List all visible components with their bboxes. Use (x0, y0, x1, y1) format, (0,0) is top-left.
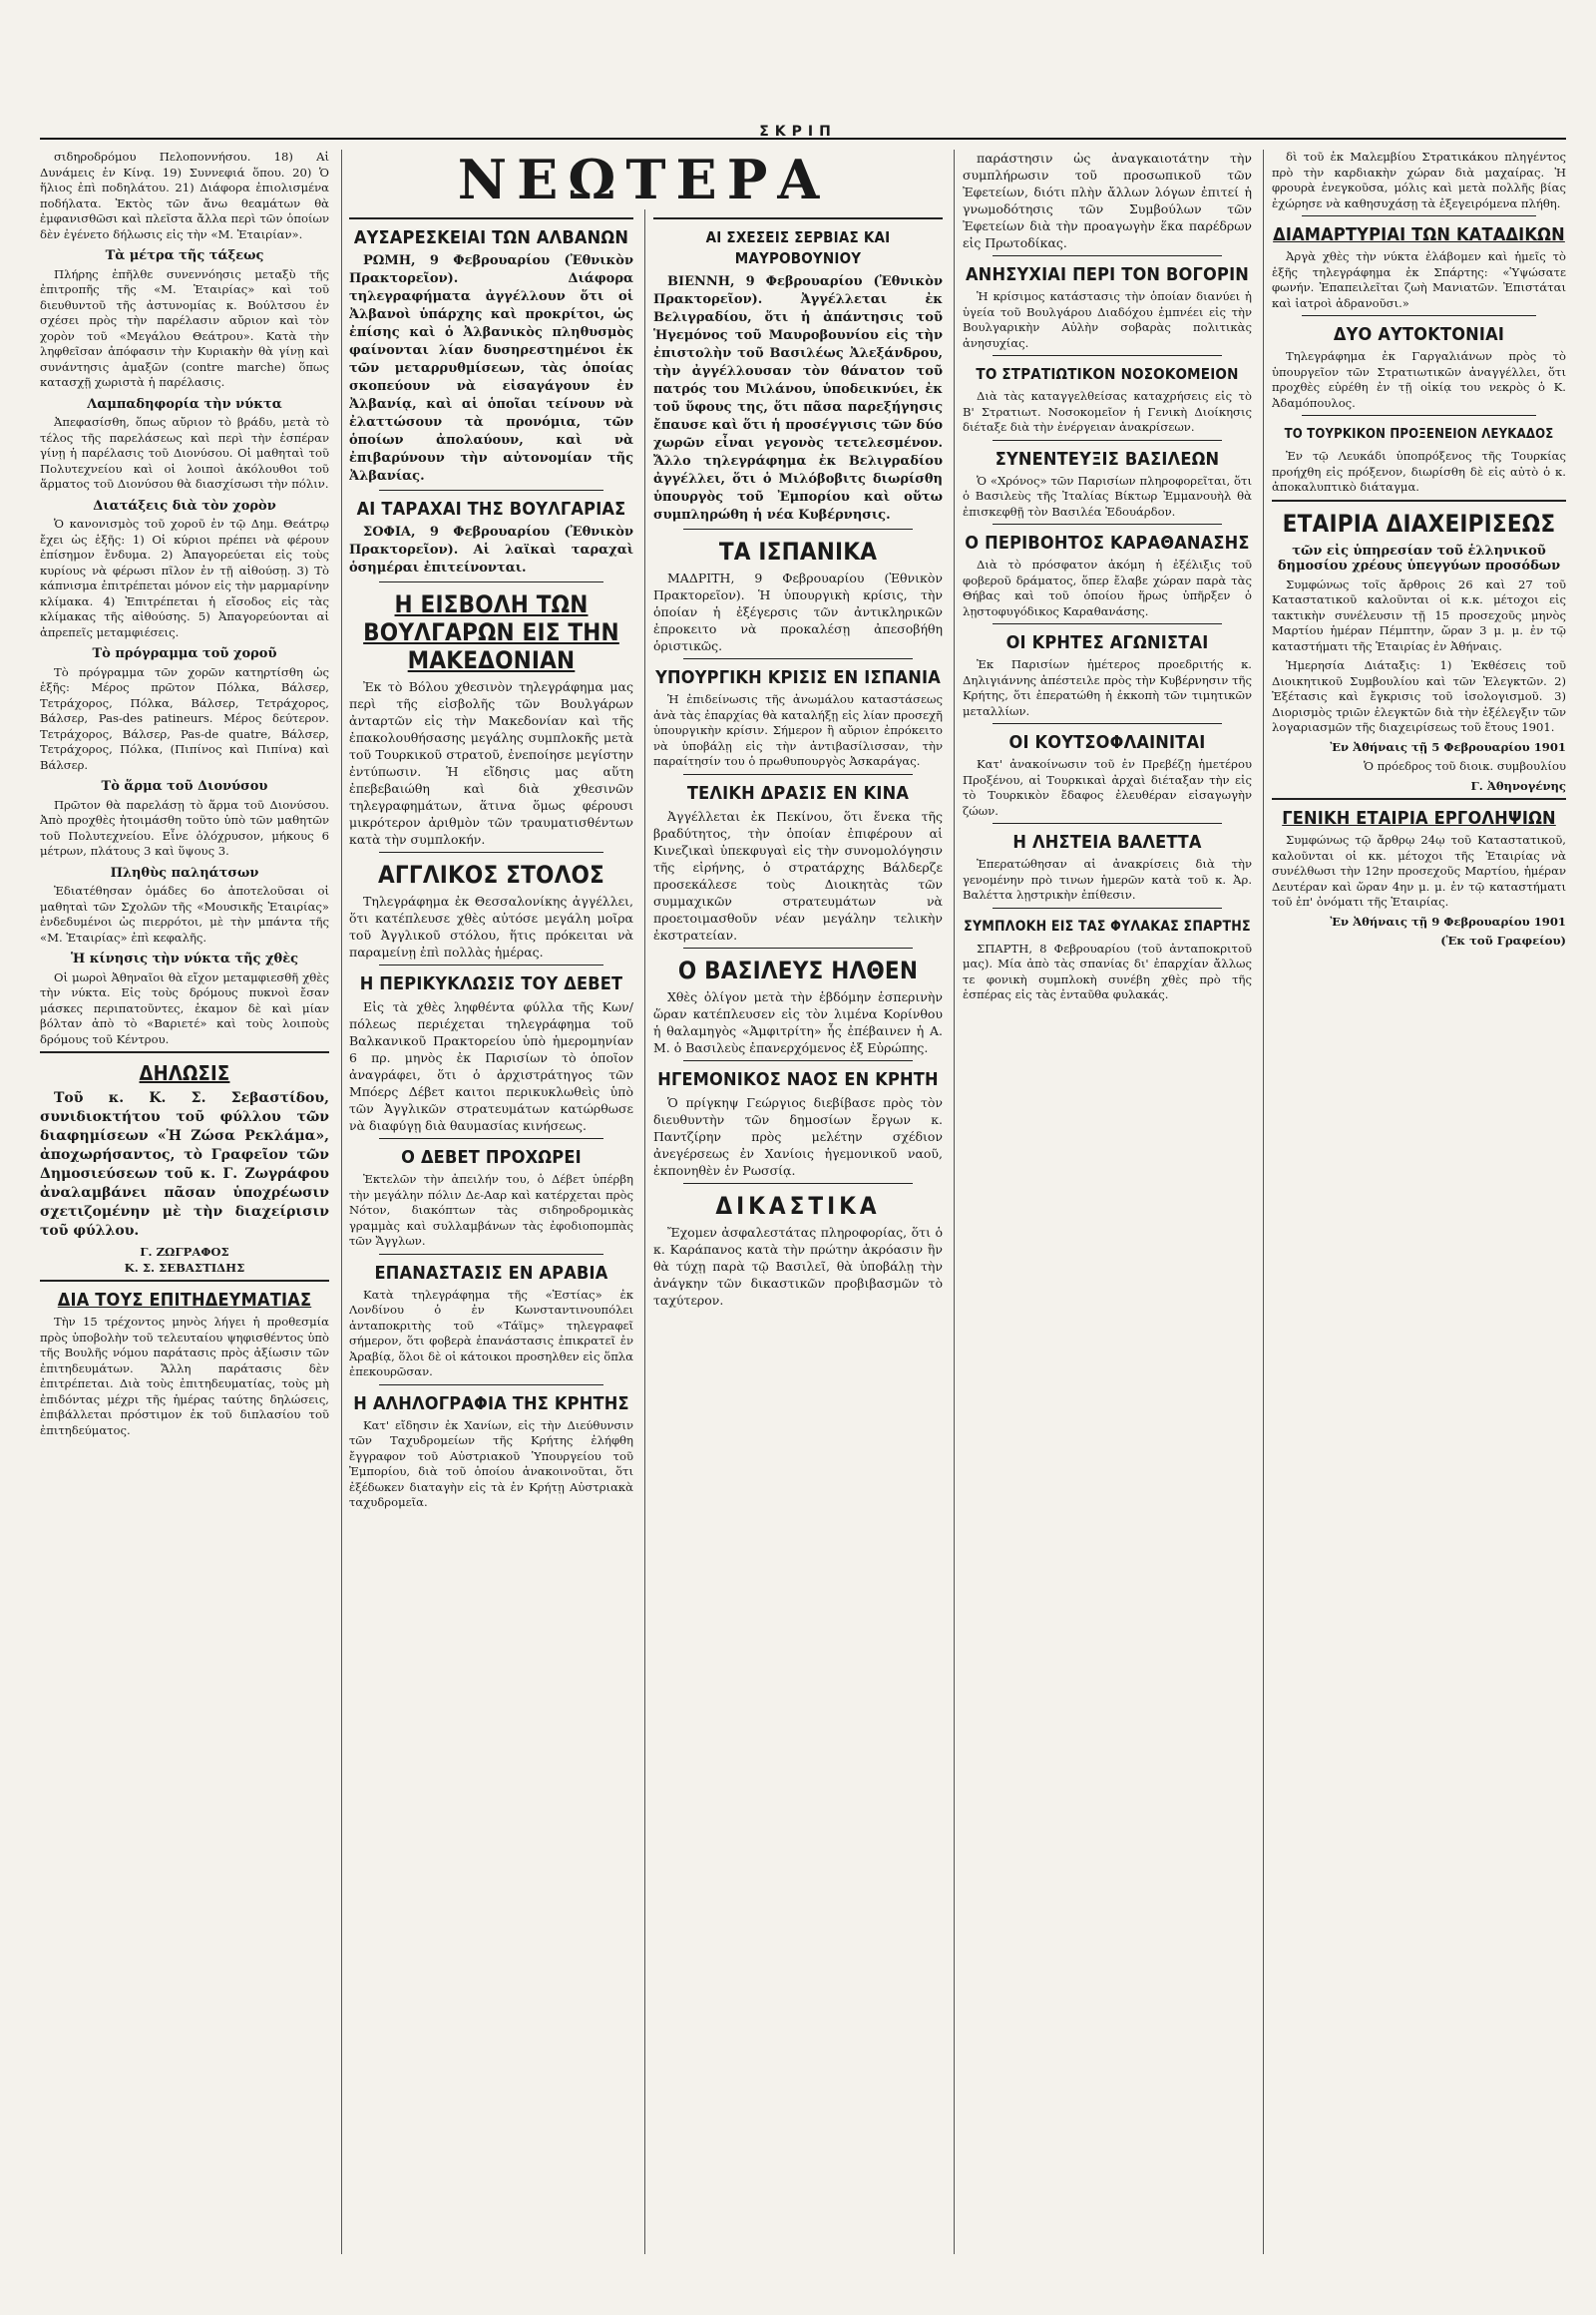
article-text: Ἐκτελῶν τὴν ἀπειλήν του, ὁ Δέβετ ὑπέρβη τὴν μεγάλην πόλιν Δε-Ααρ καὶ κατέρχεται πρὸς Νότον, διακόπτων τὰς σιδηροδρομικὰς γραμμὰς καὶ συλλαμβάνων τὰς ἐφοδιοπομπὰς τῶν Ἄγγλων. (349, 1172, 633, 1248)
article-heading: ΔΙΑΜΑΡΤΥΡΙΑΙ ΤΩΝ ΚΑΤΑΔΙΚΩΝ (1273, 224, 1565, 245)
article-text: Ἡ ἐπιδείνωσις τῆς ἀνωμάλου καταστάσεως ἀνὰ τὰς ἐπαρχίας θὰ καταλήξῃ εἰς λίαν προσεχῆ ὑπουργικὴν κρίσιν. Σήμερον ἢ αὔριον ἐπρόκειτο νὰ ὑποβάλῃ εἰς τὴν ἀντιβασίλισσαν, τὴν παραίτησίν του ὁ πρωθυπουργὸς Ἀσκαράγας. (653, 692, 943, 768)
divider (1302, 315, 1536, 316)
article-text: Ἡμερησία Διάταξις: 1) Ἐκθέσεις τοῦ Διοικητικοῦ Συμβουλίου καὶ τῶν Ἐλεγκτῶν. 2) Ἐξέτασις καὶ ἔγκρισις τοῦ ἰσολογισμοῦ. 3) Διορισμὸς τριῶν ἐλεγκτῶν διὰ τὴν ἐξέλεγξιν τῶν λογαριασμῶν τῆς διαχειρίσεως τοῦ ἔτους 1901. (1272, 658, 1566, 734)
divider (40, 1280, 329, 1282)
article-heading: ΥΠΟΥΡΓΙΚΗ ΚΡΙΣΙΣ ΕΝ ΙΣΠΑΝΙΑ (655, 667, 941, 688)
article-text: ΜΑΔΡΙΤΗ, 9 Φεβρουαρίου (Ἐθνικὸν Πρακτορεῖον). Ἡ ὑπουργικὴ κρίσις, τὴν ὁποίαν ἡ ἐξέγερσις τῶν ἀντικληρικῶν ἐπροκειτο νὰ προκαλέσῃ ἀπεσοβήθη ὁριστικῶς. (653, 571, 943, 653)
article-text: Ἐν τῷ Λευκάδι ὑποπρόξενος τῆς Τουρκίας προήχθη εἰς πρόξενον, διωρίσθη δὲ εἰς αὐτὸ ὁ κ. ἀποκαλυπτικὸ διάταγμα. (1272, 449, 1566, 494)
masthead: ΣΚΡΙΠ (759, 124, 837, 140)
article-text: Ἀγγέλλεται ἐκ Πεκίνου, ὅτι ἕνεκα τῆς βραδύτητος, τὴν ὁποίαν ἐπιφέρουν αἱ Κινεζικαὶ ὑπεκφυγαὶ εἰς τὴν συνομολόγησιν τῆς εἰρήνης, ὁ στρατάρχης Βάλδερζε προσεκάλεσε τοὺς Διοικητὰς τῶν συμμαχικῶν στρατευμάτων νὰ προετοιμασθοῦν νέαν μεγάλην τελικὴν ἐκστρατείαν. (653, 808, 943, 943)
article-text: Ἐκ τὸ Βόλου χθεσινὸν τηλεγράφημα μας περὶ τῆς εἰσβολῆς τῶν Βουλγάρων ἀνταρτῶν εἰς τὴν Μακεδονίαν καὶ τῆς ἐπακολουθήσασης μεγάλης συμπλοκῆς μετὰ τοῦ Τουρκικοῦ στρατοῦ, ἐνεποίησε μεγίστην ἐντύπωσιν. Ἡ εἴδησις μας αὕτη ἐπεβεβαιώθη καὶ διὰ χθεσινῶν τηλεγραφημάτων, ἅτινα ὅμως φέρουσι μικρότερον ἀριθμὸν τῶν τραυματισθέντων κατὰ τὴν συμπλοκήν. (349, 679, 633, 847)
article-text: παράστησιν ὡς ἀναγκαιοτάτην τὴν συμπλήρωσιν τοῦ προσωπικοῦ τῶν Ἐφετείων, διότι πλὴν ἄλλων λόγων ἐπιτεί ἡ γνωμοδότησις τῶν Συμβούλων τῶν Ἐφετείων διὰ τὴν προαγωγὴν ἕκα παρέδρων εἰς Πρωτοδίκας. (963, 151, 1252, 250)
article-heading: ΓΕΝΙΚΗ ΕΤΑΙΡΙΑ ΕΡΓΟΛΗΨΙΩΝ (1282, 808, 1556, 829)
column-1 (40, 150, 329, 2254)
divider (683, 948, 913, 949)
article-text: ΣΠΑΡΤΗ, 8 Φεβρουαρίου (τοῦ ἀνταποκριτοῦ μας). Μία ἀπὸ τὰς σπανίας δι' ἐπαρχίαν ἄλλως τε φονικὴ συμπλοκὴ συνέβη χθὲς πρὸ τῆς ἑσπέρας εἰς τὰς ἐνταῦθα φυλακάς. (963, 941, 1252, 1001)
article-heading: ΣΥΜΠΛΟΚΗ ΕΙΣ ΤΑΣ ΦΥΛΑΚΑΣ ΣΠΑΡΤΗΣ (964, 918, 1251, 935)
article-heading: ΔΙΑ ΤΟΥΣ ΕΠΙΤΗΔΕΥΜΑΤΙΑΣ (57, 1290, 312, 1311)
article-text: Χθὲς ὀλίγον μετὰ τὴν ἑβδόμην ἑσπερινὴν ὥραν κατέπλευσεν εἰς τὸν λιμένα Κορίνθου ἡ θαλαμηγὸς «Ἀμφιτρίτη» ἧς ἐπέβαινεν ἡ Α. Μ. ὁ Βασιλεὺς ἐπανερχόμενος ἐξ Εὐρώπης. (653, 988, 943, 1055)
article-text: Οἱ μωροὶ Ἀθηναῖοι θὰ εἴχον μεταμφιεσθῆ χθὲς τὴν νύκτα. Εἰς τοὺς δρόμους πυκνοὶ ἔσαν μάσκες περιπατοῦντες, ἐκαμον δὲ καὶ μίαν βόλταν ἀπὸ τὸ «Βαριετέ» καὶ τοὺς λοιποὺς δρόμους τοῦ Κέντρου. (40, 969, 329, 1046)
article-text: Ὁ κανονισμὸς τοῦ χοροῦ ἐν τῷ Δημ. Θεάτρῳ ἔχει ὡς ἑξῆς: 1) Οἱ κύριοι πρέπει νὰ φέρουν ἐπίσημον ἔνδυμα. 2) Ἀπαγορεύεται εἰς τοὺς κυρίους νὰ φέρωσι πῖλον ἐν τῇ αἰθούσῃ. 3) Τὸ κάπνισμα ἐπιτρέπεται μόνον εἰς τὴν μαρμαρίνην κλίμακα. 4) Ἐπιτρέπεται ἡ εἴσοδος εἰς τὰς κλίμακας τῆς αἰθούσης. 5) Ἀπαγορεύονται αἱ ἀπρεπεῖς μεταμφιέσεις. (40, 517, 329, 639)
article-heading: ΤΑ ΙΣΠΑΝΙΚΑ (718, 538, 878, 566)
article-text: Πρῶτον θὰ παρελάσῃ τὸ ἅρμα τοῦ Διονύσου. Ἀπὸ προχθὲς ἠτοιμάσθη τοῦτο ὑπὸ τῶν μαθητῶν τοῦ Πολυτεχνείου. Εἶνε ὁλόχρυσον, μήκους 6 μέτρων, πλάτους 3 καὶ ὕψους 3. (40, 797, 329, 858)
divider (1302, 415, 1536, 416)
divider (683, 1060, 913, 1061)
article-text: Τηλεγράφημα ἐκ Θεσσαλονίκης ἀγγέλλει, ὅτι κατέπλευσε χθὲς αὐτόσε μεγάλη μοῖρα τοῦ Ἀγγλικοῦ στόλου, ἥτις πρόκειται νὰ παραμείνῃ ἐπὶ πολλὰς ἡμέρας. (349, 894, 633, 960)
column-2 (349, 213, 633, 2254)
article-text: Ὁ πρίγκηψ Γεώργιος διεβίβασε πρὸς τὸν διευθυντὴν τῶν δημοσίων ἔργων κ. Παντζίρην πρὸς μελέτην σχέδιον ἀνεγέρσεως ἐν Χανίοις ἡγεμονικοῦ ναοῦ, ἐκπονηθὲν ἐν Ρωσσίᾳ. (653, 1094, 943, 1178)
article-text: Τηλεγράφημα ἐκ Γαργαλιάνων πρὸς τὸ ὑπουργεῖον τῶν Στρατιωτικῶν ἀναγγέλλει, ὅτι προχθὲς εὑρέθη ἐν τῇ οἰκίᾳ του νεκρὸς ὁ Κ. Ἀδαμόπουλος. (1272, 349, 1566, 410)
declaration-text: Τοῦ κ. Κ. Σ. Σεβαστίδου, συνιδιοκτήτου τοῦ φύλλου τῶν διαφημίσεων «Ἡ Ζώσα Ρεκλάμα», ἀποχωρήσαντος, τὸ Γραφεῖον τῶν Δημοσιεύσεων τοῦ κ. Γ. Ζωγράφου ἀναλαμβάνει πᾶσαν ὑποχρέωσιν σχετιζομένην μὲ τὴν διαχείρισιν τοῦ φύλλου. (40, 1090, 329, 1239)
signature: Γ. ΖΩΓΡΑΦΟΣ (140, 1245, 229, 1259)
article-subheading: τῶν εἰς ὑπηρεσίαν τοῦ ἑλληνικοῦ δημοσίου χρέους ὑπεγγύων προσόδων (1277, 543, 1561, 574)
article-heading: Ο ΔΕΒΕΤ ΠΡΟΧΩΡΕΙ (401, 1147, 582, 1168)
article-heading: Λαμπαδηφορία τὴν νύκτα (87, 396, 282, 412)
article-heading: ΗΓΕΜΟΝΙΚΟΣ ΝΑΟΣ ΕΝ ΚΡΗΤΗ (657, 1068, 939, 1090)
divider (349, 217, 633, 219)
article-text: Πλήρης ἐπῆλθε συνεννόησις μεταξὺ τῆς ἐπιτροπῆς τῆς «Μ. Ἑταιρίας» καὶ τοῦ διευθυντοῦ τῆς ἀστυνομίας κ. Βούλτσου ἐν σχέσει πρὸς τὴν παρέλασιν αὔριον καὶ τὸν χορὸν τοῦ «Μεγάλου Θεάτρου». Κατὰ τὴν ληφθεῖσαν ἀπόφασιν τὴν Κυριακὴν θὰ γίνῃ καὶ συνάντησις ἀμαξῶν (contre marche) ὅπως κατασχῇ χωριστὰ ἡ παρέλασις. (40, 266, 329, 389)
divider (379, 1254, 603, 1255)
divider (993, 524, 1222, 525)
article-heading: ΕΠΑΝΑΣΤΑΣΙΣ ΕΝ ΑΡΑΒΙΑ (374, 1262, 608, 1284)
divider (379, 852, 603, 853)
article-heading: ΔΙΚΑΣΤΙΚΑ (715, 1191, 881, 1220)
article-text: Διὰ τὸ πρόσφατον ἀκόμη ἡ ἐξέλιξις τοῦ φοβεροῦ δράματος, ὅπερ ἔλαβε χώραν παρὰ τὰς Θήβας καὶ τοῦ ὁποίου ἥρως ὑπῆρξεν ὁ λῃστοφυγόδικος Καραθανάσης. (963, 558, 1252, 618)
article-heading: Ἡ κίνησις τὴν νύκτα τῆς χθὲς (70, 952, 299, 966)
article-heading: Διατάξεις διὰ τὸν χορὸν (93, 498, 276, 514)
article-heading: Πληθὺς παληάτσων (110, 865, 259, 881)
article-text: Ἀπεφασίσθη, ὅπως αὔριον τὸ βράδυ, μετὰ τὸ τέλος τῆς παρελάσεως καὶ περὶ τὴν ἑσπέραν γίνῃ ἡ παρέλασις τοῦ Διονύσου. Οἱ μαθηταὶ τοῦ Πολυτεχνείου καὶ οἱ λοιποὶ ἀκόλουθοι τοῦ ἅρματος τοῦ Διονύσου θὰ διασχίσωσι τὴν πόλιν. (40, 415, 329, 491)
article-text: Τὴν 15 τρέχοντος μηνὸς λήγει ἡ προθεσμία πρὸς ὑποβολὴν τοῦ τελευταίου ψηφισθέντος ὑπὸ τῆς Βουλῆς νόμου παράτασις πρὸς ἀξίωσιν τῶν ἐπιτηδευμάτων. Ἄλλη παράτασις δὲν ἐπιτρέπεται. Διὰ τοὺς ἐπιτηδευματίας, τοὺς μὴ ἐπιδόντας μέχρι τῆς ἡμέρας ταύτης δηλώσεις, ἐπιβάλλεται πρόστιμον ἐκ τοῦ διπλασίου τοῦ ἐπιτηδεύματος. (40, 1315, 329, 1437)
article-heading: Η ΑΛΗΛΟΓΡΑΦΙΑ ΤΗΣ ΚΡΗΤΗΣ (353, 1392, 629, 1414)
divider (683, 1183, 913, 1184)
article-text: Διὰ τὰς καταγγελθείσας καταχρήσεις εἰς τὸ Β' Στρατιωτ. Νοσοκομεῖον ἡ Γενικὴ Διοίκησις διέταξε διὰ τὴν ἐνέργειαν ἀνακρίσεων. (963, 389, 1252, 434)
divider (993, 355, 1222, 356)
divider (653, 217, 943, 219)
signature: Ἐν Ἀθήναις τῇ 9 Φεβρουαρίου 1901 (1330, 914, 1566, 929)
article-heading: ΑΙ ΤΑΡΑΧΑΙ ΤΗΣ ΒΟΥΛΓΑΡΙΑΣ (356, 499, 626, 520)
article-text: ΡΩΜΗ, 9 Φεβρουαρίου (Ἐθνικὸν Πρακτορεῖον). Διάφορα τηλεγραφήματα ἀγγέλλουν ὅτι οἱ Ἀλβανοὶ ὑπάρχης καὶ προκρίτοι, ὡς ἐπίσης καὶ ὁ Ἀλβανικὸς πληθυσμὸς φαίνονται λίαν δυσηρεστημένοι ἐκ τῶν μεταρρυθμίσεων, τὰς ὁποίας σκοπεύουν νὰ εἰσαγάγουν ἐν Ἀλβανίᾳ, καὶ αἱ ὁποῖαι τείνουν νὰ ἐλαττώσουν τὰ προνόμια, τῶν ὁποίων ἀπολαύουν, καὶ νὰ ἐπιβαρύνουν τὴν αὐτονομίαν τῆς Ἀλβανίας. (349, 253, 633, 484)
column-divider (341, 150, 342, 2254)
article-text: Κατ' ἀνακοίνωσιν τοῦ ἐν Πρεβέζῃ ἡμετέρου Προξένου, αἱ Τουρκικαὶ ἀρχαὶ διέταξαν τὴν εἰς τὸ Τουρκικὸν ἔδαφος ἐλευθέραν εἰσαγωγὴν ζώων. (963, 757, 1252, 818)
article-text: Ἐδιατέθησαν ὁμάδες 6ο ἀποτελοῦσαι οἱ μαθηταὶ τῶν Σχολῶν τῆς «Μουσικῆς Ἑταιρίας» ἐνδεδυμένοι ὡς πιερρότοι, μὲ τὴν μπάντα τῆς «Μ. Ἑταιρίας» ἐπὶ κεφαλῆς. (40, 884, 329, 945)
article-text: Συμφώνως τῷ ἄρθρῳ 24ῳ τοῦ Καταστατικοῦ, καλοῦνται οἱ κκ. μέτοχοι τῆς Ἑταιρίας νὰ συνέλθωσι τὴν 12ην προσεχοῦς Μαρτίου, ἡμέραν Δευτέραν καὶ ὥραν 4ην μ. μ. ἐν τῷ καταστήματι τοῦ ἐπ' ὀνόματι τῆς Ἑταιρίας. (1272, 833, 1566, 909)
article-heading: ΕΤΑΙΡΙΑ ΔΙΑΧΕΙΡΙΣΕΩΣ (1282, 509, 1556, 538)
article-text: Εἰς τὰ χθὲς ληφθέντα φύλλα τῆς Κων/πόλεως περιέχεται τηλεγράφημα τοῦ Βαλκανικοῦ Πρακτορείου ὑπὸ ἡμερομηνίαν 6 πρ. μηνὸς ἐκ Παρισίων τὸ ὁποῖον ἀναγράφει, ὅτι ὁ ἀρχιστράτηγος τῶν Μπόερς Δέβετ καιτοι περικυκλωθεὶς ὑπὸ τῶν Ἀγγλικῶν στρατευμάτων κατώρθωσε νὰ διαφύγῃ διὰ θαυμασίας κινήσεως. (349, 999, 633, 1133)
divider (379, 1384, 603, 1385)
column-3 (653, 213, 943, 2254)
article-text: Ἐκ Παρισίων ἡμέτερος προεδριτής κ. Δηλιγιάννης ἀπέστειλε πρὸς τὴν Κυβέρνησιν τῆς Κρήτης, ὅτι ἐπερατώθη ἡ ἐκκοπὴ τῶν τιμητικῶν μεταλλίων. (963, 657, 1252, 718)
article-heading: Ο ΒΑΣΙΛΕΥΣ ΗΛΘΕΝ (677, 956, 919, 984)
divider (993, 723, 1222, 724)
divider (683, 774, 913, 775)
article-heading: Η ΛΗΣΤΕΙΑ ΒΑΛΕΤΤΑ (1012, 832, 1202, 853)
article-heading: Τὸ πρόγραμμα τοῦ χοροῦ (92, 646, 277, 661)
article-text: σιδηροδρόμου Πελοποννήσου. 18) Αἱ Δυνάμεις ἐν Κίνᾳ. 19) Συννεφιά ὅπου. 20) Ὁ ἥλιος ἐπὶ ποδηλάτου. 21) Διάφορα ἐπιολισμένα ποδήλατα. Ἐκτὸς τῶν ἄνω θεαμάτων θὰ ἐμφανισθῶσι καὶ πλεῖστα ἄλλα περὶ τῶν ὁποίων δὲν ἐγένετο δήλωσις εἰς τὴν «Μ. Ἑταιρίαν». (40, 150, 329, 241)
article-text: Τὸ πρόγραμμα τῶν χορῶν κατηρτίσθη ὡς ἑξῆς: Μέρος πρῶτον Πόλκα, Βάλσερ, Τετράχορος, Πόλκα, Βάλσερ, Τετράχορος, Βάλσερ, Pas-des patineurs. Μέρος δεύτερον. Τετράχορος, Βάλσερ, Pas-de quatre, Βάλσερ, Τετράχορος, Πόλκα, (Πιπίνος καὶ Πιπίνα) καὶ Βάλσερ. (40, 664, 329, 772)
article-heading: ΤΕΛΙΚΗ ΔΡΑΣΙΣ ΕΝ ΚΙΝΑ (686, 782, 910, 804)
article-heading: ΔΥΟ ΑΥΤΟΚΤΟΝΙΑΙ (1333, 324, 1505, 345)
divider (1302, 215, 1536, 216)
signature: (Ἐκ τοῦ Γραφείου) (1440, 934, 1566, 948)
article-heading: ΑΝΗΣΥΧΙΑΙ ΠΕΡΙ ΤΟΝ ΒΟΓΟΡΙΝ (965, 264, 1250, 285)
divider (993, 823, 1222, 824)
article-heading: ΣΥΝΕΝΤΕΥΞΙΣ ΒΑΣΙΛΕΩΝ (995, 448, 1220, 470)
signature: Κ. Σ. ΣΕΒΑΣΤΙΔΗΣ (124, 1260, 245, 1275)
article-heading: ΟΙ ΚΡΗΤΕΣ ΑΓΩΝΙΣΤΑΙ (1005, 632, 1209, 653)
column-4 (963, 150, 1252, 2254)
article-text: Κατ' εἴδησιν ἐκ Χανίων, εἰς τὴν Διεύθυνσιν τῶν Ταχυδρομείων τῆς Κρήτης ἐλήφθη ἔγγραφον τοῦ Αὐστριακοῦ Ὑπουργείου τοῦ Ἐμπορίου, διὰ τοῦ ὁποίου ἀνακοινοῦται, ὅτι ἐξέδωκεν διαταγὴν εἰς τὰ ἐν Κρήτῃ Αὐστριακὰ ταχυδρομεῖα. (349, 1417, 633, 1509)
article-heading: ΔΗΛΩΣΙΣ (139, 1061, 230, 1085)
divider (379, 490, 603, 491)
article-heading: Τὰ μέτρα τῆς τάξεως (105, 248, 264, 263)
article-text: Ἀργὰ χθὲς τὴν νύκτα ἐλάβομεν καὶ ἡμεῖς τὸ ἑξῆς τηλεγράφημα ἐκ Σπάρτης: «Ὑψώσατε φωνήν. Ἐπαπειλεῖται ζωὴ Μανιατῶν. Ἐπιστάται καὶ ἰατροὶ ἀδρανοῦσι.» (1272, 249, 1566, 310)
article-heading: ΑΓΓΛΙΚΟΣ ΣΤΟΛΟΣ (378, 861, 604, 889)
article-text: Ἔχομεν ἀσφαλεστάτας πληροφορίας, ὅτι ὁ κ. Καράπανος κατὰ τὴν πρώτην ἀκρόασιν ἣν θὰ τύχῃ παρὰ τῷ Βασιλεῖ, θὰ ὑποβάλῃ τὴν ἀνάγκην τῶν δικαστικῶν προβιβασμῶν τὸ ταχύτερον. (653, 1224, 943, 1308)
divider (1272, 798, 1566, 800)
signature: Ἐν Ἀθήναις τῇ 5 Φεβρουαρίου 1901 (1330, 739, 1566, 754)
article-text: ΒΙΕΝΝΗ, 9 Φεβρουαρίου (Ἐθνικὸν Πρακτορεῖον). Ἀγγέλλεται ἐκ Βελιγραδίου, ὅτι ἡ ἀπάντησις τοῦ Ἡγεμόνος τοῦ Μαυροβουνίου εἰς τὴν ἐπιστολὴν τοῦ Βασιλέως Ἀλεξάνδρου, τὴν ἀγγέλλουσαν τὸν θάνατον τοῦ πατρός του Μιλάνου, ὑποδεικνύει, ἐκ τοῦ ὕφους της, ὅτι πᾶσα παρεξήγησις ἔπαυσε καὶ ὅτι ἡ προσέγγισις τῶν δύο χωρῶν εἶναι γεγονὸς τετελεσμένον. Ἄλλο τηλεγράφημα ἐκ Βελιγραδίου ἀγγέλλει, ὅτι ὁ Μιλόβοβιτς διωρίσθη ὑπουργὸς τοῦ Ἐμπορίου καὶ οὕτω συμπληρώθη ἡ νέα Κυβέρνησις. (653, 274, 943, 523)
article-text: δὶ τοῦ ἐκ Μαλεμβίου Στρατικάκου πληγέντος πρὸ τὴν καρδιακὴν χώραν διὰ μαχαίρας. Ἡ φρουρὰ ἐνεγκοῦσα, μόλις καὶ μετὰ πολλῆς βίας ἐχώρησε νὰ καθησυχάσῃ τὰ ἐξεγειρόμενα πλήθη. (1272, 150, 1566, 210)
article-heading: ΤΟ ΤΟΥΡΚΙΚΟΝ ΠΡΟΞΕΝΕΙΟΝ ΛΕΥΚΑΔΟΣ (1284, 427, 1554, 442)
article-heading: ΤΟ ΣΤΡΑΤΙΩΤΙΚΟΝ ΝΟΣΟΚΟΜΕΙΟΝ (976, 365, 1239, 383)
article-heading: Τὸ ἅρμα τοῦ Διονύσου (101, 779, 268, 794)
column-5 (1272, 150, 1566, 2254)
article-heading: Ο ΠΕΡΙΒΟΗΤΟΣ ΚΑΡΑΘΑΝΑΣΗΣ (965, 533, 1250, 554)
article-heading: Η ΕΙΣΒΟΛΗ ΤΩΝ ΒΟΥΛΓΑΡΩΝ ΕΙΣ ΤΗΝ ΜΑΚΕΔΟΝΙΑΝ (363, 590, 619, 674)
article-heading: Η ΠΕΡΙΚΥΚΛΩΣΙΣ ΤΟΥ ΔΕΒΕΤ (359, 973, 623, 994)
section-title: ΝΕΩΤΕΡΑ (457, 148, 830, 211)
divider (683, 658, 913, 659)
article-heading: ΑΙ ΣΧΕΣΕΙΣ ΣΕΡΒΙΑΣ ΚΑΙ ΜΑΥΡΟΒΟΥΝΙΟΥ (705, 228, 891, 267)
divider (993, 255, 1222, 256)
signature: Γ. Ἀθηνογένης (1470, 778, 1566, 793)
column-divider (644, 209, 645, 2254)
column-divider (954, 150, 955, 2254)
divider (379, 1138, 603, 1139)
divider (993, 908, 1222, 909)
article-text: ΣΟΦΙΑ, 9 Φεβρουαρίου (Ἐθνικὸν Πρακτορεῖον). Αἱ λαϊκαὶ ταραχαὶ ὁσημέραι ἐπιτείνονται. (349, 525, 633, 576)
article-text: Ὁ «Χρόνος» τῶν Παρισίων πληροφορεῖται, ὅτι ὁ Βασιλεὺς τῆς Ἰταλίας Βίκτωρ Ἐμμανουὴλ θὰ ἐπισκεφθῇ τὸν Βασιλέα Ἐδουάρδον. (963, 473, 1252, 519)
article-heading: ΟΙ ΚΟΥΤΣΟΦΛΑΙΝΙΤΑΙ (1008, 732, 1206, 753)
signature: Ὁ πρόεδρος τοῦ διοικ. συμβουλίου (1364, 759, 1566, 773)
article-text: Συμφώνως τοῖς ἄρθροις 26 καὶ 27 τοῦ Καταστατικοῦ καλοῦνται οἱ κ.κ. μέτοχοι εἰς τακτικὴν συνέλευσιν τῇ 15 προσεχοῦς μηνὸς Μαρτίου ἡμέραν Πέμπτην, ὥραν 3 μ. μ. ἐν τῷ καταστήματι τῆς Ἑταιρίας ἐν Ἀθήναις. (1272, 577, 1566, 653)
divider (379, 581, 603, 582)
article-text: Ἐπερατώθησαν αἱ ἀνακρίσεις διὰ τὴν γενομένην πρὸ τινων ἡμερῶν κατὰ τοῦ κ. Ἀρ. Βαλέττα λῃστρικὴν ἐπίθεσιν. (963, 857, 1252, 902)
divider (993, 623, 1222, 624)
divider (993, 440, 1222, 441)
article-heading: ΑΥΣΑΡΕΣΚΕΙΑΙ ΤΩΝ ΑΛΒΑΝΩΝ (353, 227, 629, 248)
column-divider (1263, 150, 1264, 2254)
divider (683, 529, 913, 530)
article-text: Ἡ κρίσιμος κατάστασις τὴν ὁποίαν διανύει ἡ ὑγεία τοῦ Βουλγάρου Διαδόχου ἐμπνέει εἰς τὴν Βουλγαρικὴν Αὐλὴν σοβαρὰς πολιτικὰς ἀνησυχίας. (963, 289, 1252, 350)
divider (1272, 500, 1566, 502)
article-text: Κατὰ τηλεγράφημα τῆς «Ἑστίας» ἐκ Λονδίνου ὁ ἐν Κωνσταντινουπόλει ἀνταποκριτὴς τοῦ «Τάϊμς» τηλεγραφεῖ σήμερον, ὅτι φοβερὰ ἐπανάστασις ἐπικρατεῖ ἐν Ἀραβίᾳ, ὅλοι δὲ οἱ κάτοικοι προσηλθεν εἰς ὅπλα ἐπεκουρῶσαν. (349, 1287, 633, 1378)
divider (40, 1051, 329, 1053)
